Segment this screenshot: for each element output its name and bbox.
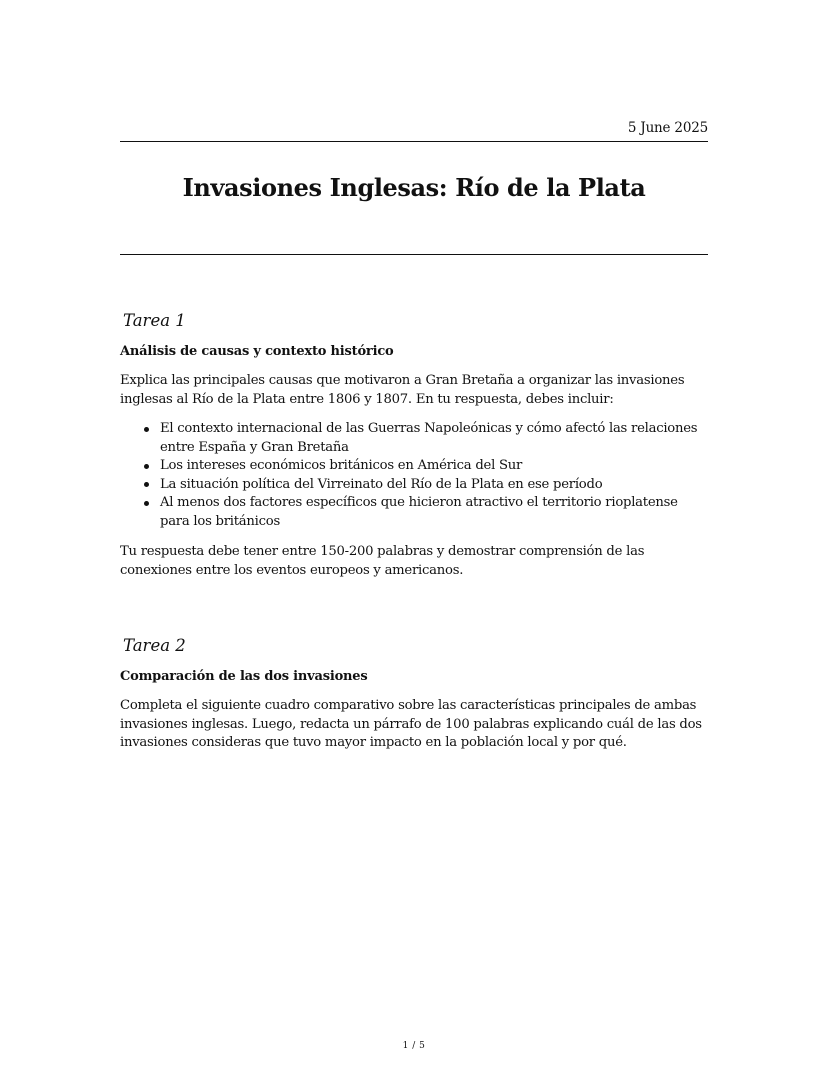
list-item-text: El contexto internacional de las Guerras Napoleónicas y cómo afectó las relaciones entre España y Gran Bretaña [160, 421, 698, 455]
page-number: 1 / 5 [402, 1041, 426, 1051]
bullet-icon [144, 482, 149, 487]
bullet-icon [144, 464, 149, 469]
list-item [120, 420, 710, 457]
task-1-closing: Tu respuesta debe tener entre 150-200 palabras y demostrar comprensión de las conexiones entre los eventos europeos y americanos. [120, 544, 645, 578]
task-1-subheading: Análisis de causas y contexto histórico [120, 344, 394, 359]
bullet-icon [144, 427, 149, 432]
header-rule [120, 141, 708, 142]
bullet-icon [144, 501, 149, 506]
task-1-intro: Explica las principales causas que motivaron a Gran Bretaña a organizar las invasiones inglesas al Río de la Plata entre 1806 y 1807. En tu respuesta, debes incluir: [120, 373, 685, 407]
document-title: Invasiones Inglesas: Río de la Plata [182, 173, 646, 202]
list-item [120, 457, 710, 476]
task-2-subheading: Comparación de las dos invasiones [120, 669, 368, 684]
title-rule [120, 254, 708, 255]
task-2-intro: Completa el siguiente cuadro comparativo sobre las características principales de ambas invasiones inglesas. Luego, redacta un párrafo de 100 palabras explicando cuál de las dos invasiones consideras que tuvo mayor impacto en la población local y por qué. [120, 698, 702, 750]
document-date: 5 June 2025 [627, 120, 708, 136]
list-item-text: La situación política del Virreinato del Río de la Plata en ese período [160, 476, 603, 492]
list-item-text: Al menos dos factores específicos que hicieron atractivo el territorio rioplatense para los británicos [160, 495, 678, 529]
list-item [120, 494, 710, 531]
list-item-text: Los intereses económicos británicos en América del Sur [160, 458, 523, 473]
task-2-section [120, 635, 710, 753]
task-1-section [120, 310, 710, 580]
task-1-heading: Tarea 1 [123, 311, 186, 330]
task-1-bullet-list [120, 420, 710, 531]
list-item [120, 476, 710, 495]
task-2-heading: Tarea 2 [123, 636, 186, 655]
